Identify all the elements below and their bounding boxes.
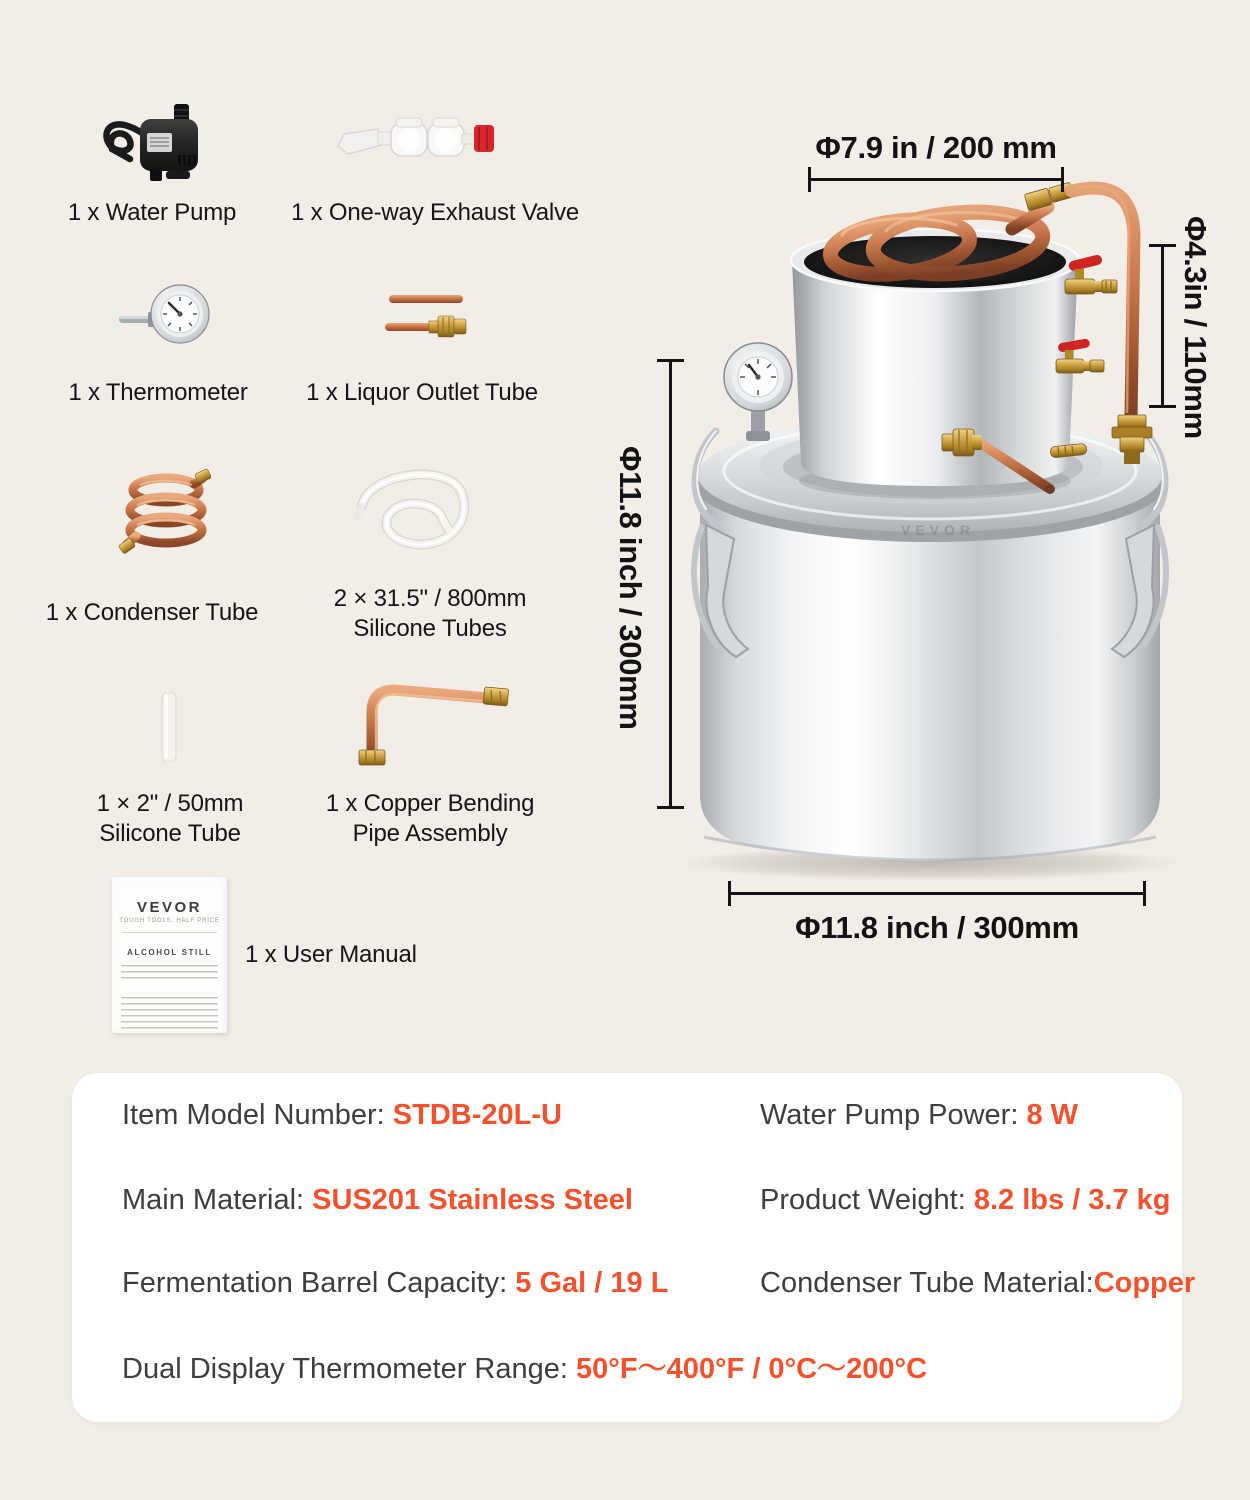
water-pump-illustration: [100, 103, 212, 185]
thermometer-illustration: [118, 283, 213, 345]
spec-value: 8 W: [1026, 1099, 1079, 1131]
specifications-panel: [72, 1073, 1196, 1422]
spec-label: Dual Display Thermometer Range:: [122, 1353, 576, 1385]
copper-bend-illustration: [342, 670, 514, 770]
spec-value: 50°F～400°F / 0°C～200°C: [576, 1353, 928, 1385]
exhaust-valve-illustration: [336, 114, 496, 166]
item-label-silicone-tube-small: 1 × 2" / 50mm Silicone Tube: [96, 790, 244, 847]
spec-value: SUS201 Stainless Steel: [312, 1184, 633, 1216]
user-manual-illustration: [112, 877, 227, 1033]
spec-thermometer-range: [122, 1352, 927, 1386]
manual-title: ALCOHOL STILL: [127, 948, 212, 957]
item-label-silicone-tubes: 2 × 31.5" / 800mm Silicone Tubes: [333, 585, 527, 642]
spec-water-pump-power: [760, 1098, 1078, 1132]
dimension-label: Φ11.8 inch / 300mm: [795, 910, 1079, 945]
liquor-outlet-tube-illustration: [385, 293, 470, 341]
item-label-liquor-outlet-tube: 1 x Liquor Outlet Tube: [306, 379, 538, 406]
spec-fermentation-barrel-capacity: [122, 1266, 668, 1300]
spec-condenser-tube-material: [760, 1266, 1195, 1300]
spec-label: Water Pump Power:: [760, 1099, 1027, 1131]
silicone-tubes-illustration: [352, 460, 478, 556]
manual-paragraph-lines: [121, 997, 218, 1031]
spec-label: Product Weight:: [760, 1184, 974, 1216]
dimension-line: [1161, 244, 1164, 408]
spec-value: 5 Gal / 19 L: [515, 1267, 669, 1299]
dimension-label: Φ4.3in / 110mm: [1178, 216, 1213, 439]
lid-thermometer: [724, 343, 792, 441]
spec-value: 8.2 lbs / 3.7 kg: [973, 1184, 1171, 1216]
item-label-thermometer: 1 x Thermometer: [68, 379, 248, 406]
alcohol-still-product-image: [620, 95, 1250, 885]
item-label-water-pump: 1 x Water Pump: [67, 199, 237, 226]
spec-label: Item Model Number:: [122, 1099, 393, 1131]
item-label-exhaust-valve: 1 x One-way Exhaust Valve: [290, 199, 580, 226]
manual-tagline: TOUGH TOOLS, HALF PRICE: [119, 918, 220, 924]
manual-quote-lines: [122, 932, 217, 936]
condenser-tube-illustration: [118, 468, 213, 556]
spec-item-model-number: [122, 1098, 562, 1132]
spec-value: STDB-20L-U: [392, 1099, 562, 1131]
spec-product-weight: [760, 1183, 1171, 1217]
item-label-copper-bend: 1 x Copper Bending Pipe Assembly: [325, 790, 535, 847]
dimension-line: [808, 178, 1064, 181]
dimension-label: Φ11.8 inch / 300mm: [613, 445, 648, 730]
dimension-line: [669, 359, 672, 809]
dimension-label: Φ7.9 in / 200 mm: [815, 130, 1057, 165]
spec-label: Main Material:: [122, 1184, 313, 1216]
spec-value: Copper: [1093, 1267, 1196, 1299]
manual-brand-logo: VEVOR: [136, 899, 202, 916]
item-label-condenser-tube: 1 x Condenser Tube: [45, 599, 259, 626]
item-label-user-manual: 1 x User Manual: [245, 941, 417, 968]
spec-label: Condenser Tube Material:: [760, 1267, 1094, 1299]
dimension-line: [728, 892, 1146, 895]
lid-engraving: VEVOR: [900, 522, 976, 538]
silicone-tube-small-illustration: [159, 692, 179, 762]
spec-label: Fermentation Barrel Capacity:: [122, 1267, 516, 1299]
manual-paragraph-lines: [121, 965, 218, 983]
spec-main-material: [122, 1183, 633, 1217]
